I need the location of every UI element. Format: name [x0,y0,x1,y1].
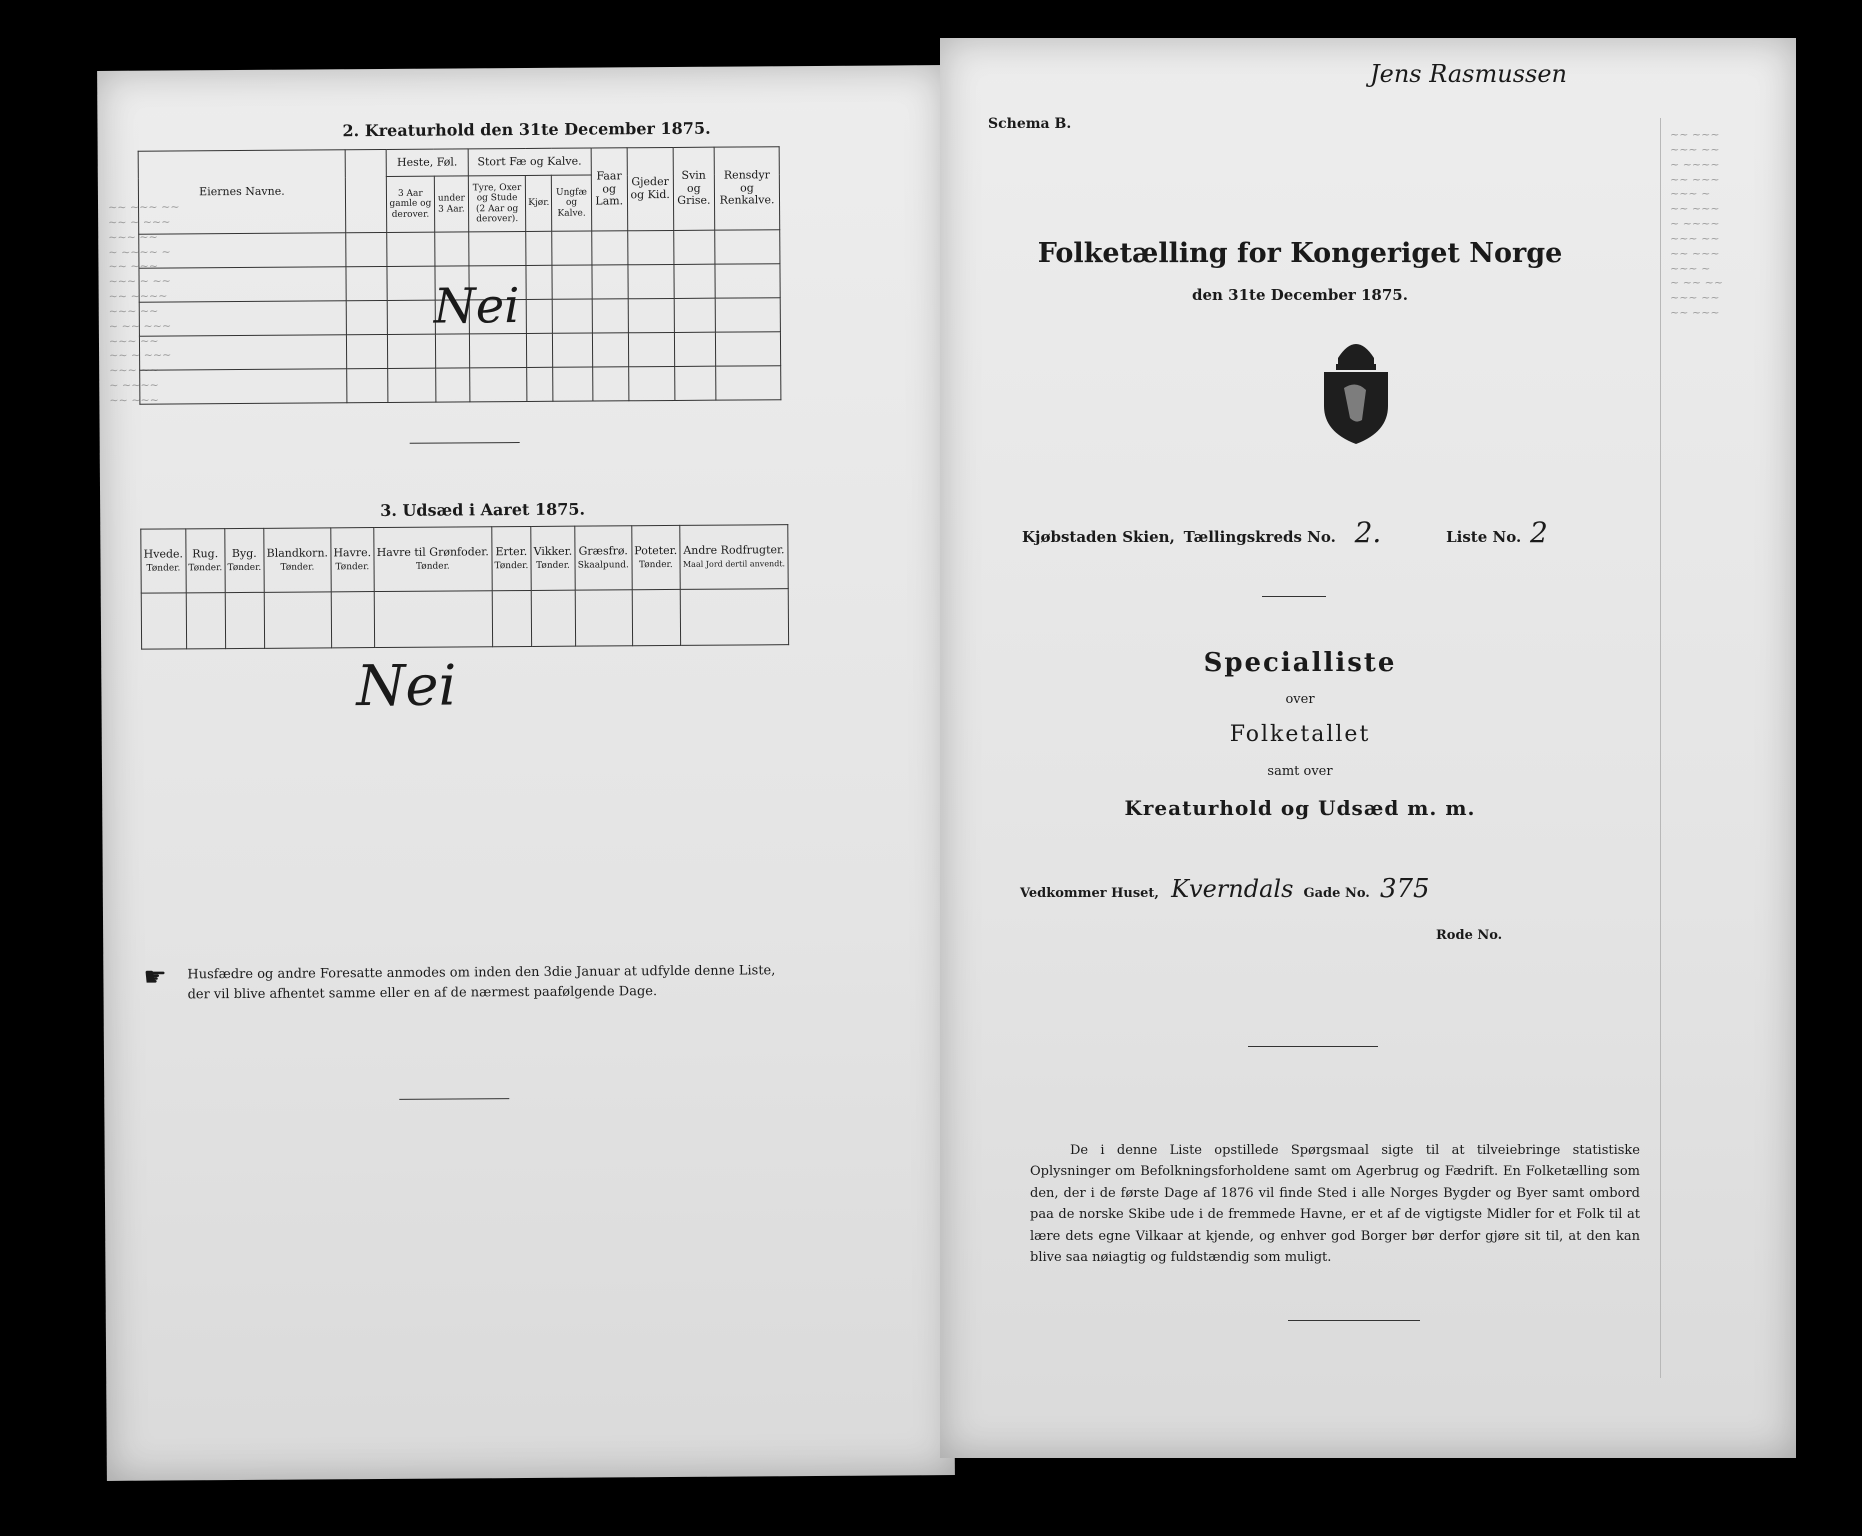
street-value: Kverndals [1171,875,1294,903]
header-heste-young: under 3 Aar. [434,176,469,232]
header-kjor: Kjør. [526,175,552,231]
margin-line [1660,118,1661,1378]
kjobstad-label: Kjøbstaden Skien, [1022,528,1175,546]
sowing-header-hvede: Hvede. Tønder. [141,529,186,593]
sowing-handwritten-nei: Nei [356,653,457,720]
header-svin: Svin og Grise. [673,147,715,230]
sowing-header-graesfro: Græsfrø. Skaalpund. [575,526,632,590]
sowing-header-byg: Byg. Tønder. [225,528,265,592]
liste-value: 2 [1529,516,1548,549]
section3-title: 3. Udsæd i Aaret 1875. [380,499,586,521]
header-faar: Faar og Lam. [591,148,628,231]
divider-rule [410,442,520,444]
header-rensdyr: Rensdyr og Renkalve. [714,147,779,230]
sowing-header-poteter: Poteter. Tønder. [631,525,680,589]
sowing-header-rug: Rug. Tønder. [186,529,226,593]
header-owner: Eiernes Navne. [138,150,346,234]
main-title: Folketælling for Kongeriget Norge [1037,238,1563,269]
livestock-table [138,146,782,404]
specialliste-title: Specialliste [1203,648,1397,678]
header-stort-fae: Stort Fæ og Kalve. [468,148,591,176]
pointing-hand-icon: ☛ [143,962,167,993]
explanation-paragraph: De i denne Liste opstillede Spørgsmaal sigte til at tilveiebringe statistiske Oplysninger om Befolkningsforholdene samt om Agerbrug og Fædrift. En Folketælling som den, der i de første Dage af 1876 vil finde Sted i alle Norges Bygder og Byer samt ombord paa de norske Skibe ude i de fremmede Havne, er et af de vigtigste Midler for et Folk til at lære dets egne Vilkaar at kjende, og enhver god Borger bør derfor gjøre sit til, at den kan blive saa nøiagtig og fuldstændig som muligt. [1030,1143,1640,1266]
over-label: over [1285,692,1315,707]
sowing-table [140,524,789,650]
short-rule [1262,596,1326,597]
kreaturhold-label: Kreaturhold og Udsæd m. m. [1124,796,1476,820]
rode-label: Rode No. [1436,928,1503,943]
sowing-header-blandkorn: Blandkorn. Tønder. [264,528,331,592]
vedkommer-line [1020,874,1430,904]
header-tyre: Tyre, Oxer og Stude (2 Aar og derover). [468,175,526,231]
sowing-header-erter: Erter. Tønder. [492,526,532,590]
header-gjeder: Gjeder og Kid. [627,147,673,230]
table-row [139,301,346,336]
bleed-through-column: ~~ ~~~ ~~ ~~ ~ ~~~ ~~~ ~~ ~ ~~~~ ~ ~~ ~~~ ~~~ ~ ~~ ~~ ~~~~ ~~~ ~~ ~ ~~ ~~~ ~~~ ~~ ~~ ~ ~~~ ~~~ ~~ ~ ~~~~ ~~ ~~~ [107,200,180,407]
main-subtitle: den 31te December 1875. [1192,286,1408,304]
folketallet-label: Folketallet [1229,722,1371,747]
header-heste-old: 3 Aar gamle og derover. [386,176,434,232]
left-page [97,65,955,1481]
header-heste: Heste, Føl. [386,149,468,177]
sowing-header-rodfrugter: Andre Rodfrugter. Maal Jord dertil anvendt. [680,525,788,590]
notice-text: Husfædre og andre Foresatte anmodes om inden den 3die Januar at udfylde denne Liste, der vil blive afhentet samme eller en af de nærmest paafølgende Dage. [187,963,776,1002]
tellingskreds-label: Tællingskreds No. [1183,528,1336,546]
liste-label: Liste No. [1446,528,1522,546]
table-row [139,267,346,302]
coat-of-arms-icon [1316,328,1396,446]
gade-label: Gade No. [1303,886,1370,901]
section2-title: 2. Kreaturhold den 31te December 1875. [342,118,711,141]
header-ungfae: Ungfæ og Kalve. [552,175,592,231]
handwritten-signature: Jens Rasmussen [1370,60,1567,88]
sowing-header-havre-gronfoder: Havre til Grønfoder. Tønder. [374,527,493,592]
bottom-rule-right [1288,1320,1420,1321]
bleed-through-margin: ~~ ~~~ ~~~ ~~ ~ ~~~~ ~~ ~~~ ~~~ ~ ~~ ~~~ ~ ~~~~ ~~~ ~~ ~~ ~~~ ~~~ ~ ~ ~~ ~~ ~~~ ~~ ~~ ~~~ [1670,128,1724,320]
schema-label: Schema B. [988,116,1072,132]
vedkommer-label: Vedkommer Huset, [1020,886,1159,901]
livestock-handwritten-nei: Nei [433,278,520,335]
header-blank [345,149,387,232]
table-row [141,593,186,649]
gade-value: 375 [1379,874,1430,904]
sowing-header-havre: Havre. Tønder. [331,528,374,592]
right-page [940,38,1796,1458]
bottom-rule [399,1098,509,1100]
table-row [139,335,346,370]
kjobstad-line [1022,516,1548,549]
tellingskreds-value: 2. [1354,516,1382,549]
table-row [140,369,347,404]
sowing-header-vikker: Vikker. Tønder. [531,526,575,590]
samt-over-label: samt over [1267,764,1333,779]
table-row [139,233,346,268]
middle-rule [1248,1046,1378,1047]
